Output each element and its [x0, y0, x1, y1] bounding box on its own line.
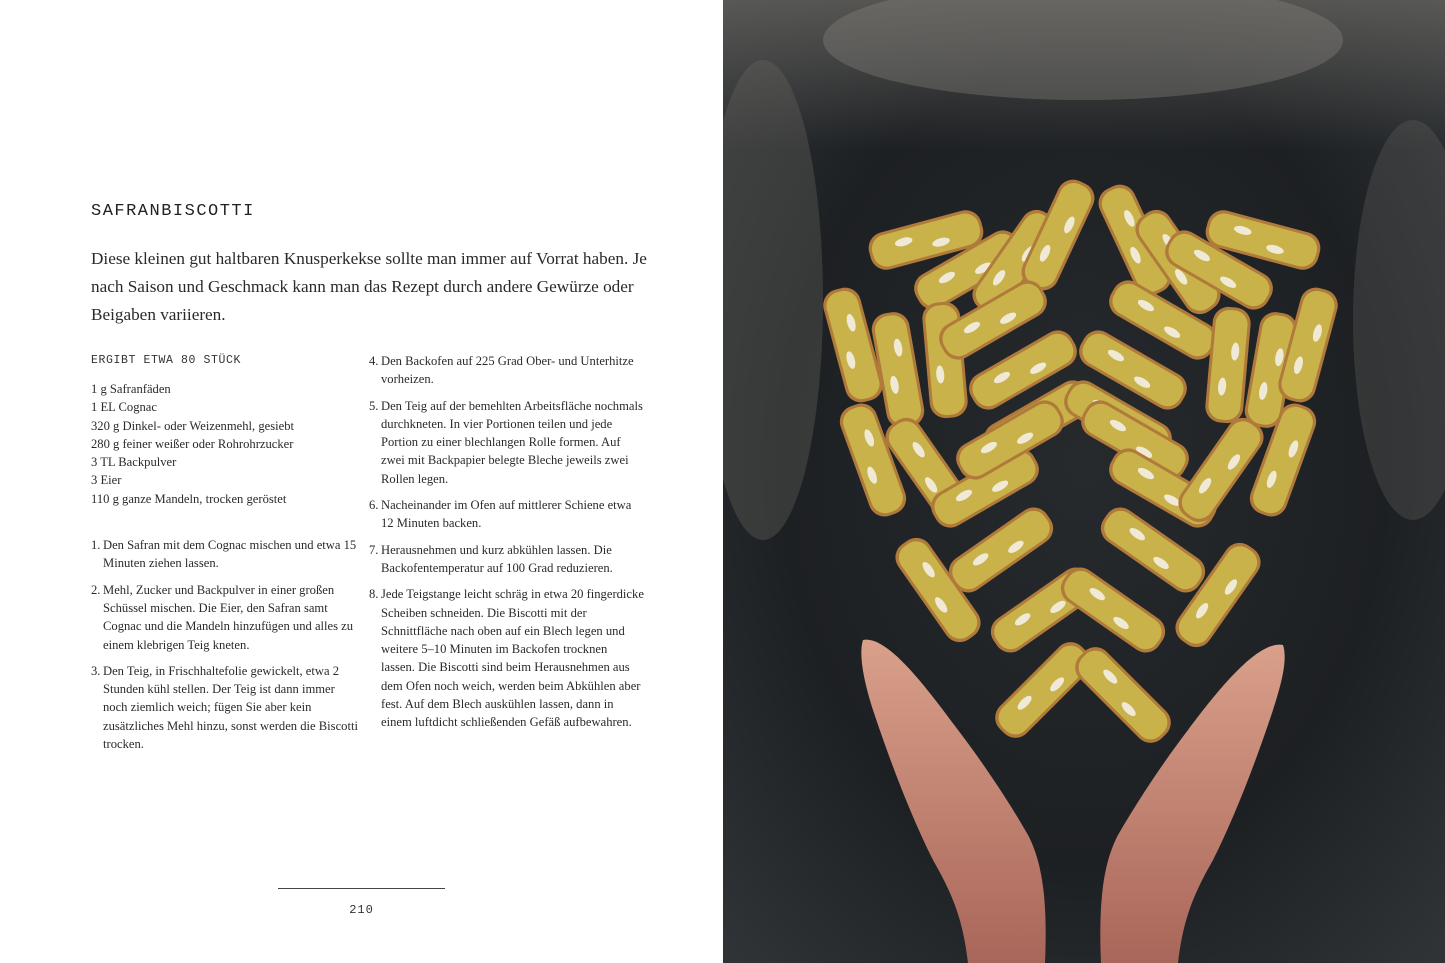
ingredient-list: [91, 380, 361, 508]
step-text: Nacheinander im Ofen auf mittlerer Schiene etwa 12 Minuten backen.: [381, 498, 632, 531]
step-item: [369, 352, 644, 389]
photo-illustration: [723, 0, 1445, 963]
step-list-right: [369, 352, 644, 732]
page-number: 210: [349, 903, 374, 917]
step-number: 4.: [369, 354, 379, 368]
recipe-yield: ERGIBT ETWA 80 STÜCK: [91, 354, 242, 367]
step-number: 6.: [369, 498, 379, 513]
recipe-title: SAFRANBISCOTTI: [91, 202, 255, 221]
heart-of-biscotti-photo: [723, 0, 1445, 963]
ingredient-item: 3 Eier: [91, 473, 122, 488]
step-item: [369, 397, 644, 488]
ingredient-item: 320 g Dinkel- oder Weizenmehl, gesiebt: [91, 418, 294, 433]
step-text: Jede Teigstange leicht schräg in etwa 20 fingerdicke Scheiben schneiden. Die Biscotti mit der Schnittfläche nach oben auf ein Blech legen und weitere 5–10 Minuten im Backofen trocknen lassen. Die Biscotti sind beim Herausnehmen aus dem Ofen noch weich, werden beim Abkühlen aber fest. Auf dem Blech auskühlen lassen, dann in einem luftdicht schließenden Gefäß aufbewahren.: [381, 587, 644, 730]
step-text: Den Backofen auf 225 Grad Ober- und Unterhitze vorheizen.: [381, 354, 634, 387]
step-number: 7.: [369, 542, 379, 557]
recipe-column-right: [369, 352, 644, 740]
step-number: 2.: [91, 582, 101, 597]
step-text: Den Safran mit dem Cognac mischen und etwa 15 Minuten ziehen lassen.: [103, 538, 357, 571]
step-number: 5.: [369, 398, 379, 413]
recipe-column-left: [91, 352, 361, 761]
step-text: Den Teig, in Frischhaltefolie gewickelt, etwa 2 Stunden kühl stellen. Der Teig ist dann immer noch ziemlich weich; fügen Sie aber kein zusätzliches Mehl hinzu, sonst werden die Biscotti trocken.: [103, 663, 358, 752]
step-item: [369, 541, 644, 578]
step-item: [91, 662, 361, 753]
step-item: [91, 536, 361, 573]
footer-divider: [278, 888, 445, 889]
ingredient-item: 3 TL Backpulver: [91, 455, 177, 470]
ingredient-item: 110 g ganze Mandeln, trocken geröstet: [91, 491, 287, 506]
ingredient-item: 1 EL Cognac: [91, 400, 157, 415]
ingredient-item: 280 g feiner weißer oder Rohrohrzucker: [91, 436, 294, 451]
step-text: Den Teig auf der bemehlten Arbeitsfläche nochmals durchkneten. In vier Portionen teilen und jede Portion zu einer blechlangen Rolle formen. Auf zwei mit Backpapier belegte Bleche jeweils zwei Rollen legen.: [381, 398, 643, 486]
recipe-intro: Diese kleinen gut haltbaren Knusperkekse sollte man immer auf Vorrat haben. Je nach Saison und Geschmack kann man das Rezept durch andere Gewürze oder Beigaben variieren.: [91, 249, 647, 324]
ingredient-item: 1 g Safranfäden: [91, 382, 171, 396]
step-text: Mehl, Zucker und Backpulver in einer großen Schüssel mischen. Die Eier, den Safran samt Cognac und die Mandeln hinzufügen und alles zu einem klebrigen Teig kneten.: [103, 582, 354, 652]
step-item: [369, 585, 644, 731]
step-list-left: [91, 536, 361, 753]
step-item: [369, 496, 644, 533]
step-item: [91, 581, 361, 654]
step-number: 8.: [369, 587, 379, 602]
step-text: Herausnehmen und kurz abkühlen lassen. Die Backofentemperatur auf 100 Grad reduzieren.: [381, 542, 613, 575]
step-number: 3.: [91, 663, 101, 678]
step-number: 1.: [91, 538, 101, 553]
